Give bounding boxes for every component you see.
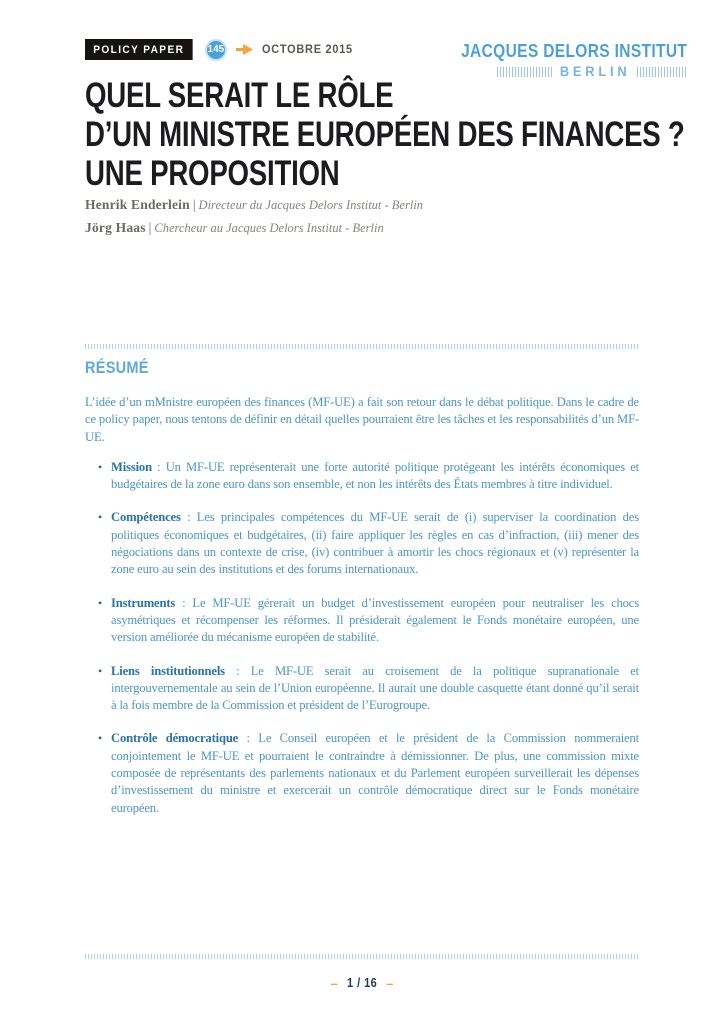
- bullet-dot-icon: •: [98, 731, 103, 746]
- arrow-right-icon: [236, 44, 253, 55]
- resume-body: [85, 394, 639, 833]
- bullet-text: : Le MF-UE serait au croisement de la politique supranationale et intergouvernementale au sein de l’Union européenne. Il aurait une double casquette étant donné qu’il serait à la fois membre de la Commission et président de l’Eurogroupe.: [111, 663, 639, 713]
- author-separator: |: [192, 197, 196, 212]
- bullet-item-instruments: [85, 595, 639, 647]
- logo-institute-name: JACQUES DELORS INSTITUT: [460, 40, 687, 61]
- author-row: [85, 220, 423, 236]
- resume-bullet-list: [85, 459, 639, 817]
- title-line-1: QUEL SERAIT LE RÔLE: [85, 76, 394, 115]
- header-badge-row: [85, 38, 358, 61]
- bullet-lead: Contrôle démocratique: [111, 731, 239, 746]
- bullet-dot-icon: •: [98, 510, 103, 525]
- author-separator: |: [148, 220, 152, 235]
- page-number-row: [85, 976, 639, 990]
- author-role: Chercheur au Jacques Delors Institut - Berlin: [154, 221, 384, 235]
- issue-number-badge: 145: [205, 39, 227, 61]
- title-line-3: UNE PROPOSITION: [85, 154, 340, 193]
- resume-heading: RÉSUMÉ: [85, 359, 149, 377]
- footer-separator: [85, 954, 638, 959]
- page-dash-left: –: [330, 975, 338, 991]
- page-dash-right: –: [386, 975, 394, 991]
- bullet-lead: Compétences: [111, 510, 181, 525]
- bullet-lead: Instruments: [111, 595, 176, 610]
- bullet-text: : Les principales compétences du MF-UE serait de (i) superviser la coordination des politiques économiques et budgétaires, (ii) faire appliquer les règles en cas d’infraction, (iii) mener des négociations dans un contexte de crise, (iv) contribuer à amortir les chocs régionaux et (v) représenter la zone euro au sein des institutions et des forums internationaux.: [111, 510, 639, 577]
- page-number: 1 / 16: [346, 976, 378, 990]
- bullet-text: : Un MF-UE représenterait une forte autorité politique protégeant les intérêts économiques et budgétaires de la zone euro dans son ensemble, et non les intérêts des États membres à titre individuel.: [111, 459, 639, 492]
- bullet-text: : Le Conseil européen et le président de la Commission nommeraient conjointement le MF-UE et pourraient le contraindre à démissionner. De plus, une commission mixte composée de représentants des parlements nationaux et du Parlement européen surveillerait les dépenses d’investissement du ministre et exercerait un contrôle démocratique direct sur le Fonds monétaire européen.: [111, 731, 639, 815]
- barcode-icon: [637, 67, 687, 77]
- bullet-dot-icon: •: [98, 663, 103, 678]
- title-line-2: D’UN MINISTRE EUROPÉEN DES FINANCES ?: [85, 115, 685, 154]
- author-block: [85, 197, 423, 243]
- author-row: [85, 197, 423, 213]
- page-footer: [85, 954, 639, 990]
- author-name: Jörg Haas: [85, 220, 146, 235]
- institute-logo: [418, 40, 687, 79]
- paper-title: [85, 76, 724, 193]
- author-role: Directeur du Jacques Delors Institut - Berlin: [198, 198, 424, 212]
- bullet-item-liens-institutionnels: [85, 663, 639, 715]
- author-name: Henrik Enderlein: [85, 197, 190, 212]
- bullet-item-competences: [85, 509, 639, 578]
- barcode-icon: [497, 67, 553, 77]
- bullet-lead: Liens institutionnels: [111, 663, 225, 678]
- bullet-dot-icon: •: [98, 459, 103, 474]
- bullet-dot-icon: •: [98, 595, 103, 610]
- issue-date: OCTOBRE 2015: [261, 43, 353, 56]
- bullet-text: : Le MF-UE gérerait un budget d’investissement européen pour neutraliser les chocs asymétriques et récompenser les réformes. Il présiderait également le Fonds monétaire européen, une version améliorée du mécanisme européen de stabilité.: [111, 595, 639, 645]
- bullet-item-controle-democratique: [85, 730, 639, 816]
- bullet-lead: Mission: [111, 459, 152, 474]
- resume-intro: L’idée d’un mMnistre européen des finances (MF-UE) a fait son retour dans le débat politique. Dans le cadre de ce policy paper, nous tentons de définir en détail quelles pourraient être les tâches et les responsabilités d’un MF-UE.: [85, 395, 639, 444]
- policy-paper-badge: POLICY PAPER: [85, 39, 193, 60]
- logo-city-name: BERLIN: [559, 64, 631, 79]
- bullet-item-mission: [85, 459, 639, 494]
- section-separator: [85, 344, 638, 349]
